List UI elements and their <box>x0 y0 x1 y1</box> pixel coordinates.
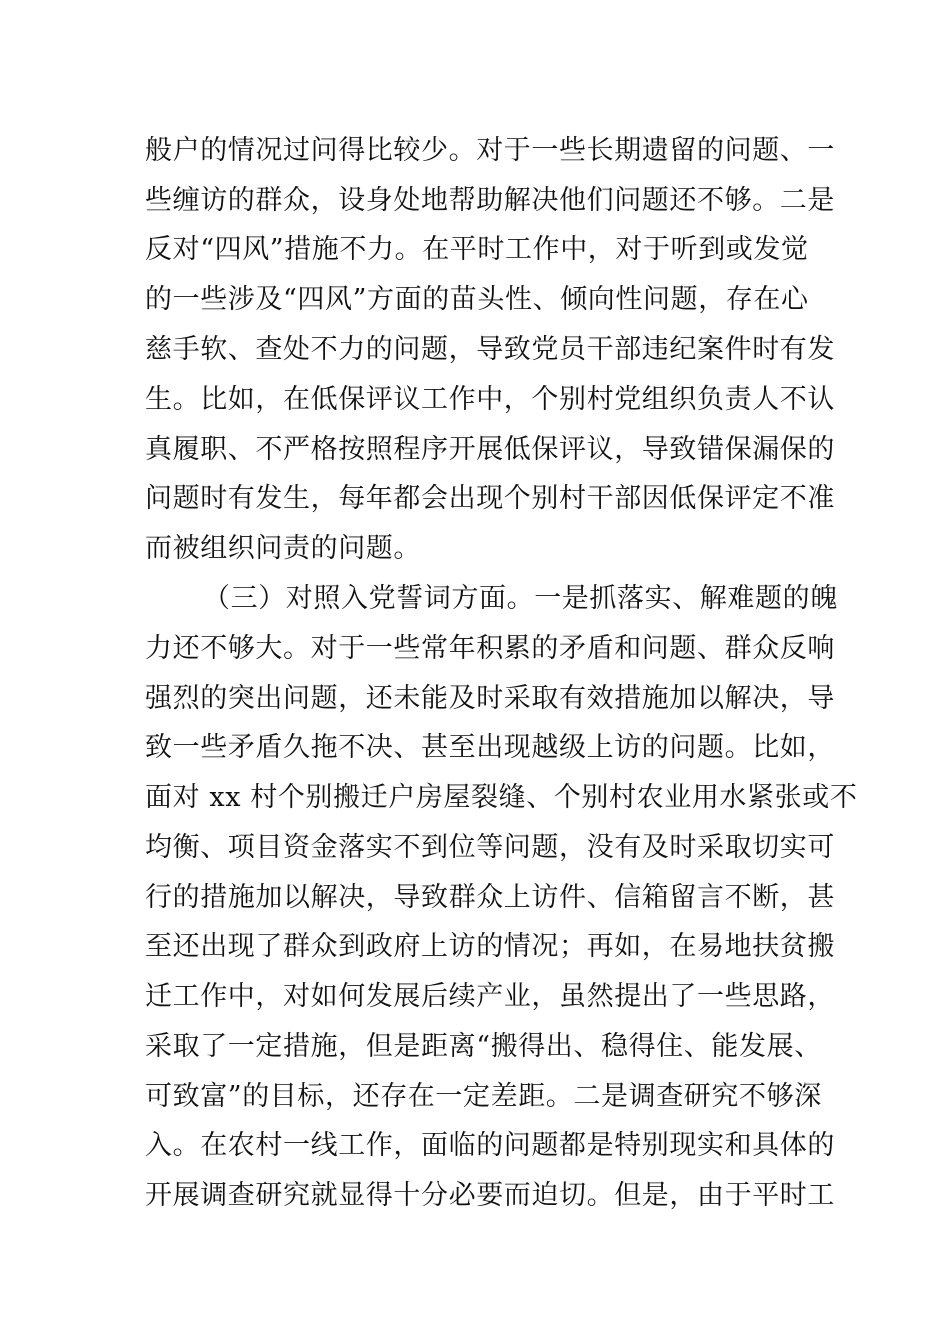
text-line-10: （三）对照入党誓词方面。一是抓落实、解难题的魄 <box>203 583 838 614</box>
text-line-13: 致一些矛盾久拖不决、甚至出现越级上访的问题。比如， <box>145 732 835 763</box>
text-line-7: 真履职、不严格按照程序开展低保评议，导致错保漏保的 <box>145 434 835 465</box>
text-line-1: 般户的情况过问得比较少。对于一些长期遗留的问题、一 <box>145 135 835 166</box>
text-line-15: 均衡、项目资金落实不到位等问题，没有及时采取切实可 <box>145 832 835 863</box>
text-line-21: 入。在农村一线工作，面临的问题都是特别现实和具体的 <box>145 1130 835 1161</box>
text-line-5: 慈手软、查处不力的问题，导致党员干部违纪案件时有发 <box>145 334 835 365</box>
text-line-17: 至还出现了群众到政府上访的情况；再如，在易地扶贫搬 <box>145 931 835 962</box>
text-line-6: 生。比如，在低保评议工作中，个别村党组织负责人不认 <box>145 384 835 415</box>
text-line-3: 反对“四风”措施不力。在平时工作中，对于听到或发觉 <box>145 234 809 265</box>
text-line-2: 些缠访的群众，设身处地帮助解决他们问题还不够。二是 <box>145 185 835 216</box>
text-line-12: 强烈的突出问题，还未能及时采取有效措施加以解决，导 <box>145 683 835 714</box>
text-line-4: 的一些涉及“四风”方面的苗头性、倾向性问题，存在心 <box>145 284 809 315</box>
text-line-22: 开展调查研究就显得十分必要而迫切。但是，由于平时工 <box>145 1180 835 1211</box>
text-line-9: 而被组织问责的问题。 <box>145 533 421 564</box>
text-line-11: 力还不够大。对于一些常年积累的矛盾和问题、群众反响 <box>145 633 835 664</box>
text-line-19: 采取了一定措施，但是距离“搬得出、稳得住、能发展、 <box>145 1031 822 1062</box>
text-line-14: 面对 xx 村个别搬迁户房屋裂缝、个别村农业用水紧张或不 <box>145 782 858 813</box>
text-line-20: 可致富”的目标，还存在一定差距。二是调查研究不够深 <box>145 1081 822 1112</box>
text-line-16: 行的措施加以解决，导致群众上访件、信箱留言不断，甚 <box>145 882 835 913</box>
text-line-8: 问题时有发生，每年都会出现个别村干部因低保评定不准 <box>145 483 835 514</box>
text-line-18: 迁工作中，对如何发展后续产业，虽然提出了一些思路， <box>145 981 835 1012</box>
